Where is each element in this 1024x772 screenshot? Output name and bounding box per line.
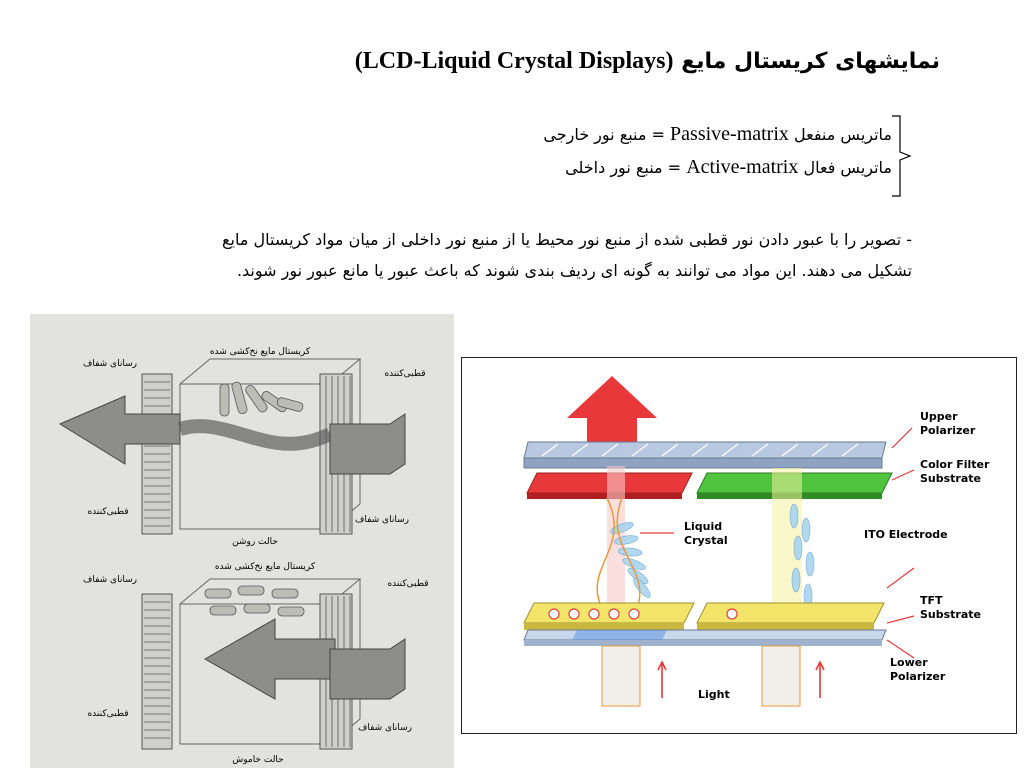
slide-title-en: (LCD-Liquid Crystal Displays) (354, 48, 674, 74)
lcd-cell-diagram (30, 314, 454, 768)
bottom-polarizer-label-1: قطبی‌کننده (387, 579, 429, 589)
type-active-fa: ماتریس فعال (803, 158, 892, 177)
type-active-en: Active-matrix (686, 156, 799, 178)
type-passive-en: Passive-matrix (670, 123, 789, 145)
bottom-polarizer-label-2: قطبی‌کننده (87, 709, 129, 719)
off-state-label: حالت خاموش (232, 755, 284, 765)
off-state-panel (83, 562, 429, 765)
top-conductor-label-2: رسانای شفاف (355, 515, 409, 525)
type-active (543, 151, 892, 184)
description-line-1: - تصویر را با عبور دادن نور قطبی شده از منبع نور محیط یا از منبع نور داخلی از میان مواد کریستال مایع (222, 230, 912, 249)
left-polarizer-grid-off (142, 594, 172, 749)
tft-electrode-left (524, 603, 694, 630)
tft-lcd-diagram (461, 357, 1017, 734)
upper-polarizer (524, 442, 886, 468)
color-filter-label-2: Substrate (920, 472, 981, 485)
matrix-types (543, 118, 892, 184)
ito-electrode-label: ITO Electrode (864, 528, 948, 541)
left-polarizer-grid (142, 374, 172, 534)
top-crystal-label: کریستال مایع نخ‌کشی شده (209, 347, 311, 357)
bottom-conductor-label-1: رسانای شفاف (83, 575, 137, 585)
slide-title (355, 48, 940, 75)
description-line-2: تشکیل می دهند. این مواد می توانند به گونه ای ردیف بندی شوند که باعث عبور یا مانع عبور نور شوند. (236, 261, 912, 280)
brace-bracket (890, 114, 912, 198)
liquid-crystal-label-2: Crystal (684, 534, 728, 547)
type-active-desc: = منبع نور داخلی (565, 158, 682, 177)
tft-electrode-right (697, 603, 884, 630)
on-state-panel (60, 347, 426, 547)
tft-substrate-label-2: Substrate (920, 608, 981, 621)
lower-polarizer-label-1: Lower (890, 656, 928, 669)
lower-polarizer-label-2: Polarizer (890, 670, 946, 683)
aligned-crystal-cylinders (205, 586, 304, 616)
twisted-crystal-cylinders (220, 381, 304, 416)
type-passive-desc: = منبع نور خارجی (543, 125, 665, 144)
top-conductor-label-1: رسانای شفاف (83, 359, 137, 369)
light-label: Light (698, 688, 730, 701)
type-passive (543, 118, 892, 151)
upper-polarizer-label-1: Upper (920, 410, 958, 423)
slide-title-fa: نمایشهای کریستال مایع (681, 49, 940, 74)
color-filter-label-1: Color Filter (920, 458, 990, 471)
bottom-conductor-label-2: رسانای شفاف (358, 723, 412, 733)
lower-polarizer (524, 630, 886, 646)
blocked-light-arrow (205, 619, 335, 699)
on-state-label: حالت روشن (232, 537, 278, 547)
tft-substrate-label-1: TFT (920, 594, 943, 607)
type-passive-fa: ماتریس منفعل (794, 125, 892, 144)
liquid-crystal-label-1: Liquid (684, 520, 723, 533)
description (52, 224, 912, 286)
upper-polarizer-label-2: Polarizer (920, 424, 976, 437)
bottom-crystal-label: کریستال مایع نخ‌کشی شده (214, 562, 316, 572)
top-polarizer-label-2: قطبی‌کننده (87, 507, 129, 517)
top-polarizer-label-1: قطبی‌کننده (384, 369, 426, 379)
